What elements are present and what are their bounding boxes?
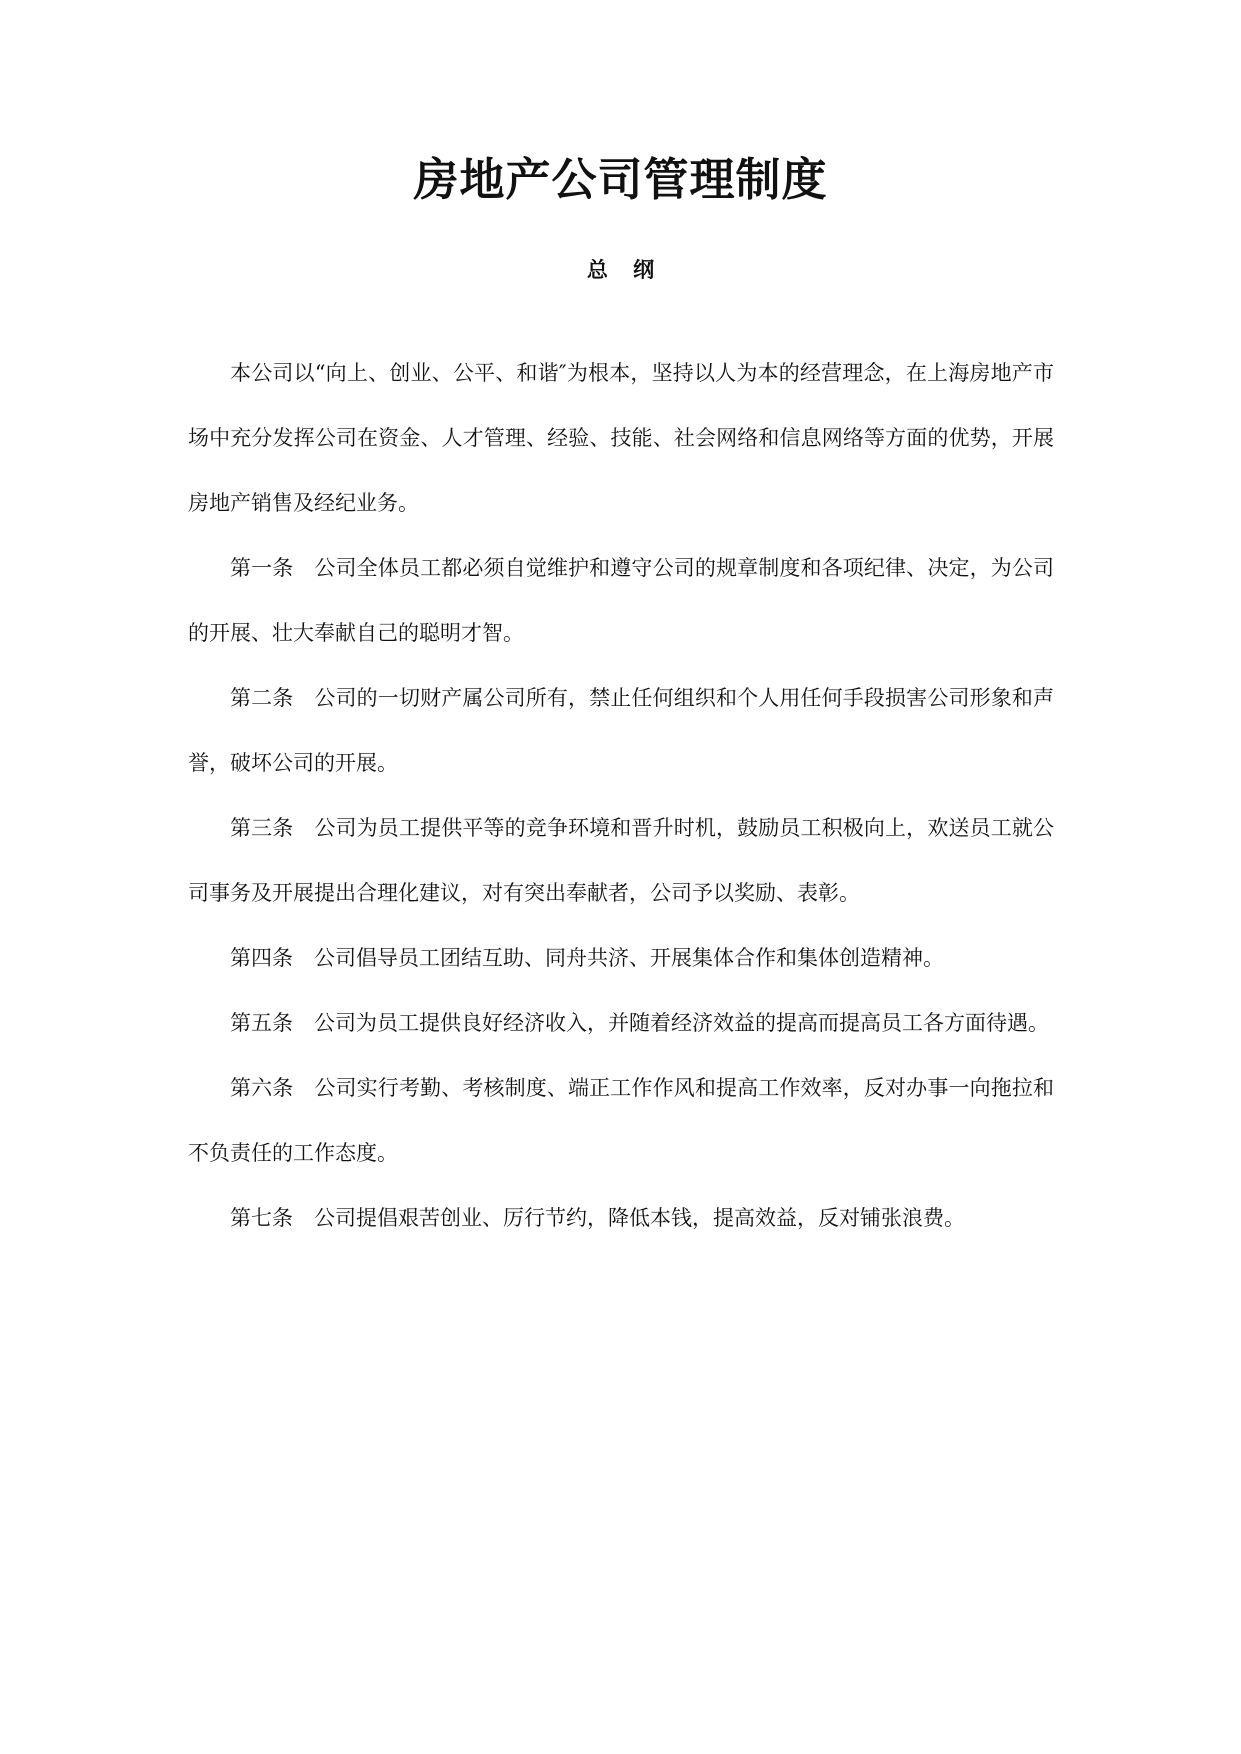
article-paragraph — [188, 796, 1054, 926]
article-text: 公司提倡艰苦创业、厉行节约，降低本钱，提高效益，反对铺张浪费。 — [314, 1206, 965, 1230]
article-label: 第四条 — [230, 946, 293, 970]
article-text: 公司的一切财产属公司所有，禁止任何组织和个人用任何手段损害公司形象和声誉，破坏公司的开展。 — [188, 686, 1054, 775]
article-label: 第二条 — [230, 686, 294, 710]
article-text: 公司为员工提供平等的竞争环境和晋升时机，鼓励员工积极向上，欢送员工就公司事务及开展提出合理化建议，对有突出奉献者，公司予以奖励、表彰。 — [188, 816, 1054, 905]
article-label: 第三条 — [230, 816, 294, 840]
intro-paragraph: 本公司以“向上、创业、公平、和谐″为根本，坚持以人为本的经营理念，在上海房地产市场中充分发挥公司在资金、人才管理、经验、技能、社会网络和信息网络等方面的优势，开展房地产销售及经纪业务。 — [188, 361, 1054, 515]
article-paragraph — [188, 926, 1054, 991]
section-heading: 总 纲 — [586, 257, 655, 282]
document-title: 房地产公司管理制度 — [413, 153, 828, 206]
article-text: 公司为员工提供良好经济收入，并随着经济效益的提高而提高员工各方面待遇。 — [314, 1011, 1049, 1035]
article-text: 公司实行考勤、考核制度、端正工作作风和提高工作效率，反对办事一向拖拉和不负责任的工作态度。 — [188, 1076, 1054, 1165]
article-label: 第一条 — [230, 556, 294, 580]
article-label: 第七条 — [230, 1206, 293, 1230]
article-text: 公司全体员工都必须自觉维护和遵守公司的规章制度和各项纪律、决定，为公司的开展、壮大奉献自己的聪明才智。 — [188, 556, 1054, 645]
article-label: 第六条 — [230, 1076, 294, 1100]
article-paragraph — [188, 1186, 1054, 1251]
article-paragraph — [188, 991, 1054, 1056]
article-paragraph — [188, 536, 1054, 666]
article-paragraph — [188, 1056, 1054, 1186]
article-paragraph — [188, 666, 1054, 796]
document-body — [188, 341, 1054, 1251]
article-text: 公司倡导员工团结互助、同舟共济、开展集体合作和集体创造精神。 — [314, 946, 944, 970]
article-label: 第五条 — [230, 1011, 293, 1035]
